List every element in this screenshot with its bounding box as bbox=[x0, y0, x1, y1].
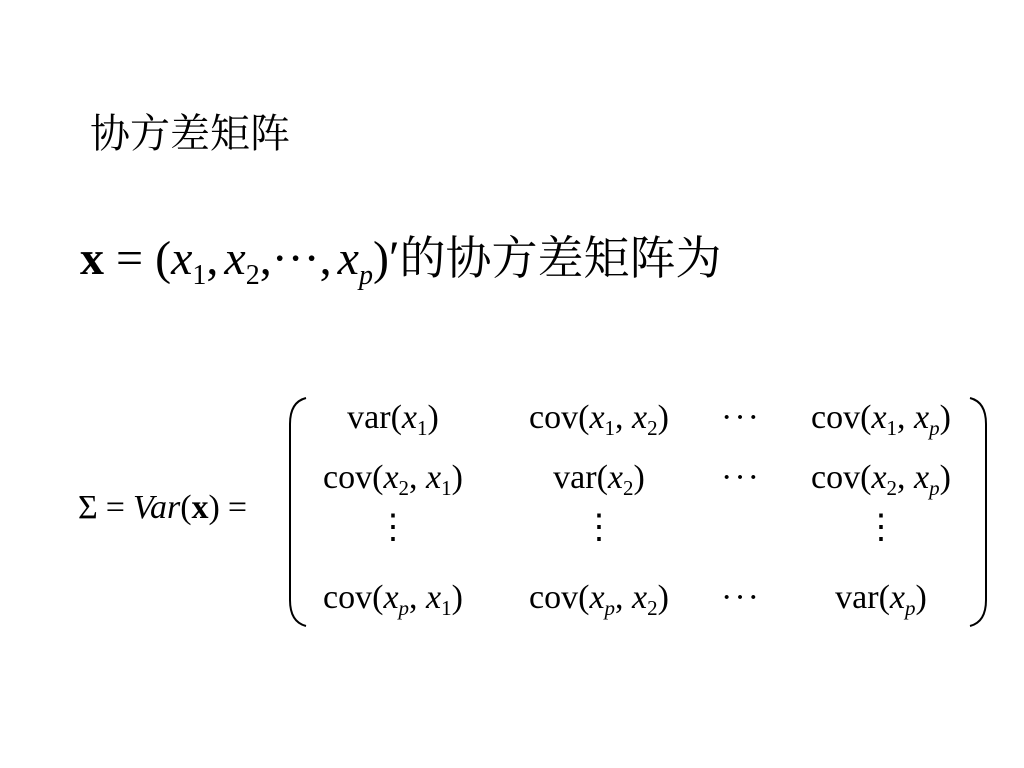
comma-1: , bbox=[206, 232, 219, 285]
sigma-equals: = bbox=[105, 489, 125, 526]
x2-subscript: 2 bbox=[245, 260, 260, 291]
cell-var-a: x bbox=[383, 579, 399, 616]
equals-sign: = bbox=[116, 232, 144, 285]
cell-open-paren: ( bbox=[596, 459, 608, 496]
matrix-cell-vdots-r3c4: ⋮ bbox=[864, 509, 898, 546]
x1-subscript: 1 bbox=[192, 260, 207, 291]
var-open-paren: ( bbox=[180, 489, 192, 526]
matrix-cell-vdots-r3c1: ⋮ bbox=[376, 509, 410, 546]
cell-comma: , bbox=[615, 399, 633, 436]
cell-comma: , bbox=[409, 459, 427, 496]
matrix-cell-r4c2 bbox=[499, 576, 699, 620]
cell-function: cov bbox=[811, 399, 861, 436]
cell-open-paren: ( bbox=[578, 579, 590, 616]
cell-var-a: x bbox=[871, 459, 887, 496]
cell-var-b: x bbox=[914, 459, 930, 496]
cell-open-paren: ( bbox=[372, 459, 384, 496]
var-vector-x: x bbox=[191, 489, 209, 526]
sigma-symbol: Σ bbox=[78, 489, 98, 526]
cell-open-paren: ( bbox=[578, 399, 590, 436]
var-close-paren: ) bbox=[208, 489, 220, 526]
cell-open-paren: ( bbox=[390, 399, 402, 436]
matrix-cell-r2c1 bbox=[293, 456, 493, 500]
cell-close-paren: ) bbox=[451, 579, 463, 616]
cell-sub-a: p bbox=[604, 596, 616, 620]
comma-2: , bbox=[259, 232, 272, 285]
matrix-cell-r4c1 bbox=[293, 576, 493, 620]
cell-function: cov bbox=[323, 579, 373, 616]
cell-function: cov bbox=[529, 579, 579, 616]
cell-function: var bbox=[835, 579, 879, 616]
cell-var-b: x bbox=[426, 579, 442, 616]
definition-math bbox=[80, 229, 399, 289]
cell-var-a: x bbox=[871, 399, 887, 436]
cell-var-a: x bbox=[589, 399, 605, 436]
cell-sub-a: 1 bbox=[604, 416, 616, 440]
cell-sub-b: 2 bbox=[647, 596, 658, 620]
x2-var: x bbox=[224, 232, 246, 285]
cell-comma: , bbox=[897, 459, 915, 496]
cell-var-a: x bbox=[383, 459, 399, 496]
cell-close-paren: ) bbox=[939, 399, 951, 436]
matrix-cell-r2c2 bbox=[499, 456, 699, 500]
matrix-cell-vdots-r3c2: ⋮ bbox=[582, 509, 616, 546]
cell-function: var bbox=[347, 399, 391, 436]
cell-var-b: x bbox=[426, 459, 442, 496]
cell-open-paren: ( bbox=[372, 579, 384, 616]
x1-var: x bbox=[171, 232, 193, 285]
matrix-cell-r1c2 bbox=[499, 396, 699, 440]
cell-var-b: x bbox=[632, 399, 648, 436]
cell-var-b: x bbox=[632, 579, 648, 616]
cell-sub-b: p bbox=[929, 416, 940, 440]
cell-sub-a: 2 bbox=[623, 476, 634, 500]
matrix-equals: = bbox=[227, 489, 248, 526]
cell-sub-a: 1 bbox=[417, 416, 428, 440]
cell-close-paren: ) bbox=[451, 459, 463, 496]
cell-sub-a: 1 bbox=[886, 416, 898, 440]
cell-var-b: x bbox=[914, 399, 930, 436]
cell-comma: , bbox=[897, 399, 915, 436]
cell-sub-b: 1 bbox=[441, 476, 452, 500]
cell-close-paren: ) bbox=[939, 459, 951, 496]
matrix-cell-r2c4 bbox=[781, 456, 981, 500]
xp-var: x bbox=[337, 232, 359, 285]
cell-var-a: x bbox=[401, 399, 417, 436]
matrix-cell-r1c4 bbox=[781, 396, 981, 440]
open-paren: ( bbox=[155, 232, 172, 285]
cell-sub-a: 2 bbox=[398, 476, 410, 500]
cell-sub-b: p bbox=[929, 476, 940, 500]
cell-close-paren: ) bbox=[657, 579, 669, 616]
xp-subscript: p bbox=[358, 260, 373, 291]
ellipsis: ··· bbox=[271, 232, 320, 285]
cell-sub-a: p bbox=[398, 596, 410, 620]
cell-open-paren: ( bbox=[860, 399, 872, 436]
slide-title: 协方差矩阵 bbox=[90, 111, 290, 157]
matrix-cell-dots-r1c3: ··· bbox=[721, 399, 761, 436]
cell-close-paren: ) bbox=[915, 579, 927, 616]
matrix-cell-r4c4 bbox=[781, 576, 981, 620]
close-paren-prime: )′ bbox=[372, 232, 400, 285]
var-function: Var bbox=[132, 489, 181, 526]
cell-close-paren: ) bbox=[427, 399, 439, 436]
cell-comma: , bbox=[409, 579, 427, 616]
sigma-expression bbox=[78, 486, 247, 530]
cell-sub-a: 2 bbox=[886, 476, 898, 500]
definition-suffix: 的协方差矩阵为 bbox=[399, 231, 722, 285]
vector-x: x bbox=[80, 232, 104, 285]
cell-var-a: x bbox=[889, 579, 905, 616]
cell-open-paren: ( bbox=[860, 459, 872, 496]
cell-close-paren: ) bbox=[633, 459, 645, 496]
comma-3: , bbox=[319, 232, 332, 285]
cell-var-a: x bbox=[607, 459, 623, 496]
cell-sub-a: p bbox=[905, 596, 916, 620]
matrix-cell-dots-r2c3: ··· bbox=[721, 459, 761, 496]
cell-sub-b: 2 bbox=[647, 416, 658, 440]
definition-formula bbox=[80, 228, 721, 298]
cell-function: cov bbox=[529, 399, 579, 436]
cell-function: cov bbox=[323, 459, 373, 496]
cell-function: var bbox=[553, 459, 597, 496]
cell-var-a: x bbox=[589, 579, 605, 616]
matrix-cell-r1c1 bbox=[293, 396, 493, 440]
matrix-cell-dots-r4c3: ··· bbox=[721, 579, 761, 616]
cell-comma: , bbox=[615, 579, 633, 616]
cell-close-paren: ) bbox=[657, 399, 669, 436]
cell-function: cov bbox=[811, 459, 861, 496]
cell-sub-b: 1 bbox=[441, 596, 452, 620]
cell-open-paren: ( bbox=[878, 579, 890, 616]
